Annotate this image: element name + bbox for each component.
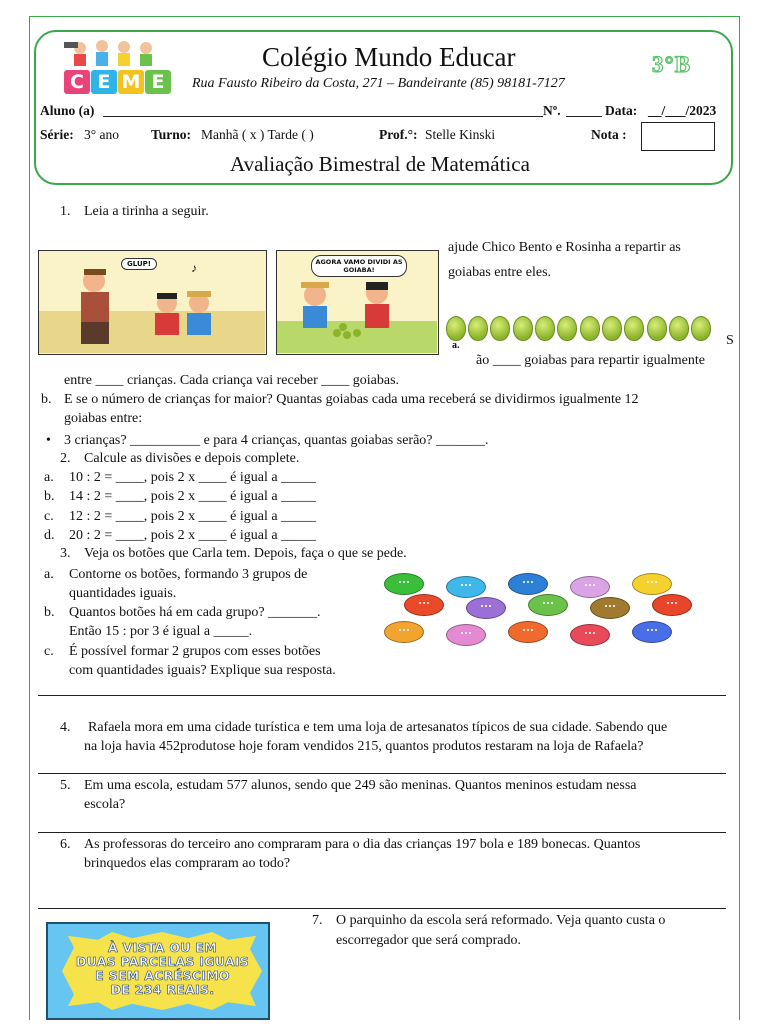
school-name: Colégio Mundo Educar [262,42,516,72]
student-label: Aluno (a) [40,103,95,118]
guava-icon [535,316,555,341]
q3-item-a-label: a. [44,567,54,582]
guava-icon [580,316,600,341]
price-sign-line-3: E SEM ACRÉSCIMO [95,968,230,983]
sewing-button-icon [632,621,672,643]
answer-line-q6[interactable] [38,908,726,909]
q2-item-a: 10 : 2 = ____, pois 2 x ____ é igual a _____ [69,470,317,485]
guava-icon [513,316,533,341]
q2-item-b-label: b. [44,489,55,504]
q3-item-b-line-1: Quantos botões há em cada grupo? _______. [69,605,321,620]
answer-line-q3[interactable] [38,695,726,696]
sewing-button-icon [508,621,548,643]
date-value[interactable]: __/___/2023 [648,103,717,118]
sewing-button-icon [384,573,424,595]
sewing-button-icon [404,594,444,616]
comic-panel-1 [38,250,267,355]
logo-kids-illustration [62,36,172,68]
serie-value: 3° ano [84,127,120,142]
sewing-button-icon [632,573,672,595]
q7-line-1: O parquinho da escola será reformado. Veja quanto custa o [336,913,666,928]
sewing-button-icon [570,624,610,646]
sewing-button-icon [508,573,548,595]
q3-number: 3. [60,546,71,561]
sewing-button-icon [446,576,486,598]
q1-number: 1. [60,204,71,219]
q1-prompt: Leia a tirinha a seguir. [84,204,209,219]
q1-item-b-line-1: E se o número de crianças for maior? Quantas goiabas cada uma receberá se dividirmos igualmente 12 [64,392,639,407]
q1-item-b-line-2: goiabas entre: [64,411,143,426]
nota-box[interactable] [641,122,715,151]
sewing-button-icon [570,576,610,598]
q3-item-b-line-2: Então 15 : por 3 é igual a _____. [69,624,253,639]
speech-bubble-dividi: AGORA VAMO DIVIDI AS GOIABA! [311,255,407,277]
q1-text-line-1: ajude Chico Bento e Rosinha a repartir as [448,240,681,255]
guava-icon [490,316,510,341]
price-sign-line-2: DUAS PARCELAS IGUAIS [75,954,250,969]
logo-letter-e: E [91,70,117,94]
guava-icon [669,316,689,341]
q5-line-1: Em uma escola, estudam 577 alunos, sendo que 249 são meninas. Quantos meninos estudam nessa [84,778,637,793]
q5-line-2: escola? [84,797,126,812]
guava-icon [557,316,577,341]
q2-item-d-label: d. [44,528,55,543]
q3-item-c-label: c. [44,644,54,659]
sewing-button-icon [466,597,506,619]
logo-letter-m: M [118,70,144,94]
q6-number: 6. [60,837,71,852]
date-label: Data: [605,103,638,118]
grade-badge: 3°B [652,52,692,77]
q3-item-c-line-1: É possível formar 2 grupos com esses botões [69,644,321,659]
sewing-button-icon [528,594,568,616]
guava-icon [691,316,711,341]
q3-item-c-line-2: com quantidades iguais? Explique sua resposta. [69,663,336,678]
logo-letter-e2: E [145,70,171,94]
guava-icon [624,316,644,341]
prof-value: Stelle Kinski [425,127,496,142]
q3-prompt: Veja os botões que Carla tem. Depois, faça o que se pede. [84,546,407,561]
q2-item-b: 14 : 2 = ____, pois 2 x ____ é igual a _____ [69,489,317,504]
q6-line-1: As professoras do terceiro ano compraram para o dia das crianças 197 bola e 189 bonecas. Quantos [84,837,641,852]
prof-label: Prof.°: [379,127,418,142]
comic-panel-2 [276,250,439,355]
q1-trailing-s: S [726,333,734,348]
speech-bubble-glup: GLUP! [121,258,157,270]
guava-icon [468,316,488,341]
logo-letter-c: C [64,70,90,94]
price-sign-line-4: DE 234 REAIS. [110,982,215,997]
school-address: Rua Fausto Ribeiro da Costa, 271 – Bandeirante (85) 98181-7127 [192,76,565,91]
q3-item-a-line-1: Contorne os botões, formando 3 grupos de [69,567,308,582]
nota-label: Nota : [591,127,627,142]
q2-item-c-label: c. [44,509,54,524]
q3-item-a-line-2: quantidades iguais. [69,586,177,601]
sewing-button-icon [384,621,424,643]
price-sign-line-1: À VISTA OU EM [108,940,217,955]
sewing-button-icon [652,594,692,616]
q1-item-a-label: a. [452,340,460,351]
price-sign-text [70,941,255,997]
sewing-button-icon [446,624,486,646]
q6-line-2: brinquedos elas compraram ao todo? [84,856,291,871]
serie-label: Série: [40,127,74,142]
q1-item-b-label: b. [41,392,52,407]
q1-text-line-3: ão ____ goiabas para repartir igualmente [476,353,705,368]
q3-item-b-label: b. [44,605,55,620]
guava-icon [647,316,667,341]
q1-text-line-4: entre ____ crianças. Cada criança vai receber ____ goiabas. [64,373,400,388]
sewing-button-icon [590,597,630,619]
evaluation-title: Avaliação Bimestral de Matemática [230,152,530,176]
number-line[interactable] [566,116,602,117]
q7-number: 7. [312,913,323,928]
q1-bullet: • 3 crianças? __________ e para 4 crianças, quantas goiabas serão? _______. [64,433,489,449]
q2-item-c: 12 : 2 = ____, pois 2 x ____ é igual a _____ [69,509,317,524]
guava-icon [602,316,622,341]
q4-line-2: na loja havia 452produtose hoje foram vendidos 215, quantos produtos restaram na loja de Rafaela? [84,739,644,754]
q2-prompt: Calcule as divisões e depois complete. [84,451,300,466]
answer-line-q4[interactable] [38,773,726,774]
q1-text-line-2: goiabas entre eles. [448,265,552,280]
music-note-icon: ♪ [191,261,197,275]
q5-number: 5. [60,778,71,793]
student-name-line[interactable] [103,116,543,117]
number-label: Nº. [543,103,561,118]
q2-item-a-label: a. [44,470,54,485]
q7-line-2: escorregador que será comprado. [336,933,522,948]
q2-item-d: 20 : 2 = ____, pois 2 x ____ é igual a _____ [69,528,317,543]
answer-line-q5[interactable] [38,832,726,833]
q4-number: 4. [60,720,71,735]
turno-value: Manhã ( x ) Tarde ( ) [201,127,314,142]
guava-icon [446,316,466,341]
turno-label: Turno: [151,127,192,142]
q4-line-1: Rafaela mora em uma cidade turística e tem uma loja de artesanatos típicos de sua cidade. Sabendo que [88,720,668,735]
q2-number: 2. [60,451,71,466]
